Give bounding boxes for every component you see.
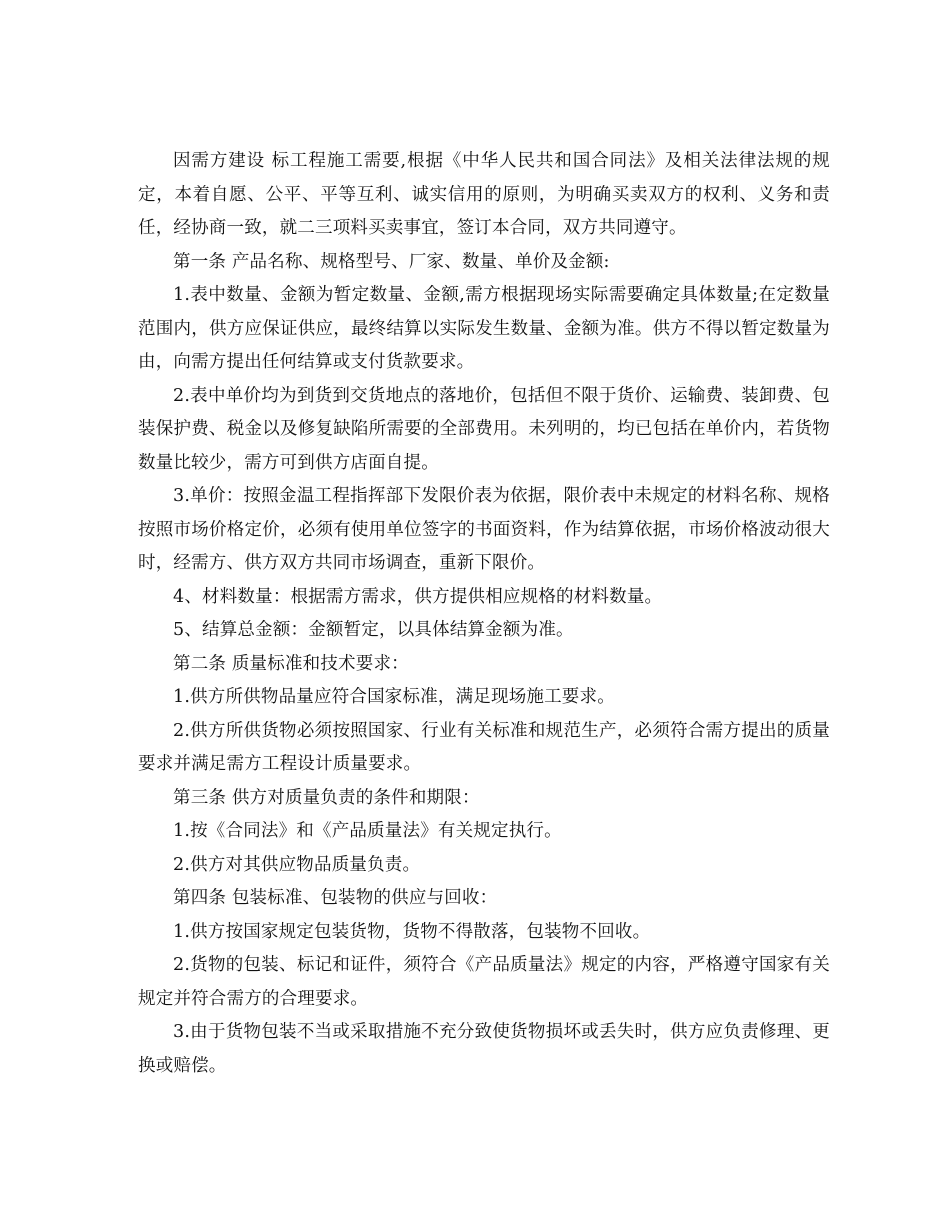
intro-paragraph: 因需方建设 标工程施工需要,根据《中华人民共和国合同法》及相关法律法规的规定，本着自愿、公平、平等互利、诚实信用的原则，为明确买卖双方的权利、义务和责任，经协商一致，就二三项料买卖事宜，签订本合同，双方共同遵守。 (138, 151, 830, 238)
article-1-item-2: 2.表中单价均为到货到交货地点的落地价，包括但不限于货价、运输费、装卸费、包装保护费、税金以及修复缺陷所需要的全部费用。未列明的，均已包括在单价内，若货物数量比较少，需方可到供方店面自提。 (138, 385, 830, 473)
article-3-heading: 第三条 供方对质量负责的条件和期限： (173, 787, 480, 808)
article-4-item-1: 1.供方按国家规定包装货物，货物不得散落，包装物不回收。 (173, 921, 651, 942)
article-4-item-3: 3.由于货物包装不当或采取措施不充分致使货物损坏或丢失时，供方应负责修理、更换或赔偿。 (138, 1022, 830, 1076)
article-4-item-2: 2.货物的包装、标记和证件，须符合《产品质量法》规定的内容，严格遵守国家有关规定并符合需方的合理要求。 (138, 955, 830, 1009)
article-2-item-2: 2.供方所供货物必须按照国家、行业有关标准和规范生产，必须符合需方提出的质量要求并满足需方工程设计质量要求。 (138, 720, 830, 774)
article-1-item-1: 1.表中数量、金额为暂定数量、金额,需方根据现场实际需要确定具体数量;在定数量范围内，供方应保证供应，最终结算以实际发生数量、金额为准。供方不得以暂定数量为由，向需方提出任何结算或支付货款要求。 (138, 285, 830, 372)
article-2-heading: 第二条 质量标准和技术要求： (173, 653, 409, 674)
article-4-heading: 第四条 包装标准、包装物的供应与回收： (173, 888, 498, 908)
article-3-item-1: 1.按《合同法》和《产品质量法》有关规定执行。 (173, 821, 562, 841)
article-1-item-3: 3.单价：按照金温工程指挥部下发限价表为依据，限价表中未规定的材料名称、规格按照市场价格定价，必须有使用单位签字的书面资料，作为结算依据，市场价格波动很大时，经需方、供方双方共同市场调查，重新下限价。 (138, 486, 830, 573)
article-3-item-2: 2.供方对其供应物品质量负责。 (173, 854, 421, 875)
article-1-heading: 第一条 产品名称、规格型号、厂家、数量、单价及金额: (173, 251, 610, 272)
article-1-item-5: 5、结算总金额：金额暂定，以具体结算金额为准。 (173, 620, 574, 640)
article-2-item-1: 1.供方所供物品量应符合国家标准，满足现场施工要求。 (173, 687, 615, 707)
article-1-item-4: 4、材料数量：根据需方需求，供方提供相应规格的材料数量。 (173, 586, 663, 607)
